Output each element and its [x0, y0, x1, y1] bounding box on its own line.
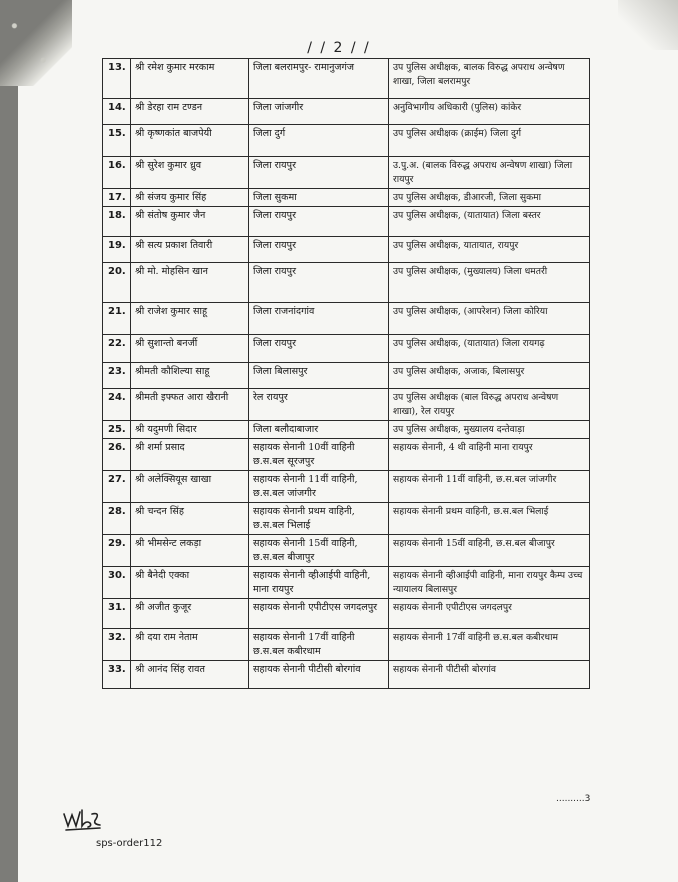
new-posting: सहायक सेनानी व्हीआईपी वाहिनी, माना रायपुर कैम्प उच्च न्यायालय बिलासपुर	[389, 567, 590, 599]
new-posting: उप पुलिस अधीक्षक, (आपरेशन) जिला कोरिया	[389, 303, 590, 335]
row-number: 23.	[103, 363, 131, 389]
current-posting: सहायक सेनानी प्रथम वाहिनी, छ.स.बल भिलाई	[249, 503, 389, 535]
new-posting: सहायक सेनानी 17वीं वाहिनी छ.स.बल कबीरधाम	[389, 629, 590, 661]
current-posting: सहायक सेनानी 17वीं वाहिनी छ.स.बल कबीरधाम	[249, 629, 389, 661]
officer-name: श्री संतोष कुमार जैन	[131, 207, 249, 237]
new-posting: उप पुलिस अधीक्षक, (मुख्यालय) जिला धमतरी	[389, 263, 590, 303]
transfer-table	[102, 58, 590, 689]
row-number: 26.	[103, 439, 131, 471]
current-posting: जिला रायपुर	[249, 157, 389, 189]
table-row	[103, 567, 590, 599]
current-posting: सहायक सेनानी पीटीसी बोरगांव	[249, 661, 389, 689]
row-number: 30.	[103, 567, 131, 599]
table-row	[103, 263, 590, 303]
table-row	[103, 237, 590, 263]
officer-name: श्री संजय कुमार सिंह	[131, 189, 249, 207]
officer-name: श्रीमती इफ्फत आरा खैरानी	[131, 389, 249, 421]
table-row	[103, 389, 590, 421]
continuation-marker: ..........3	[556, 794, 591, 804]
new-posting: उप पुलिस अधीक्षक, बालक विरुद्ध अपराध अन्वेषण शाखा, जिला बलरामपुर	[389, 59, 590, 99]
current-posting: जिला रायपुर	[249, 207, 389, 237]
new-posting: उप पुलिस अधीक्षक, यातायात, रायपुर	[389, 237, 590, 263]
new-posting: उप पुलिस अधीक्षक, (यातायात) जिला बस्तर	[389, 207, 590, 237]
officer-name: श्री अलेक्सियूस खाखा	[131, 471, 249, 503]
new-posting: सहायक सेनानी पीटीसी बोरगांव	[389, 661, 590, 689]
row-number: 21.	[103, 303, 131, 335]
table-row	[103, 599, 590, 629]
signature-initials	[62, 806, 104, 832]
table-row	[103, 335, 590, 363]
new-posting: उ.पु.अ. (बालक विरुद्ध अपराध अन्वेषण शाखा) जिला रायपुर	[389, 157, 590, 189]
officer-name: श्री राजेश कुमार साहू	[131, 303, 249, 335]
new-posting: सहायक सेनानी एपीटीएस जगदलपुर	[389, 599, 590, 629]
new-posting: उप पुलिस अधीक्षक, मुख्यालय दन्तेवाड़ा	[389, 421, 590, 439]
row-number: 19.	[103, 237, 131, 263]
document-reference: sps-order112	[96, 838, 163, 849]
table-row	[103, 303, 590, 335]
new-posting: सहायक सेनानी, 4 थी वाहिनी माना रायपुर	[389, 439, 590, 471]
current-posting: जिला बलौदाबाजार	[249, 421, 389, 439]
row-number: 29.	[103, 535, 131, 567]
officer-name: श्री चन्दन सिंह	[131, 503, 249, 535]
current-posting: सहायक सेनानी 10वीं वाहिनी छ.स.बल सूरजपुर	[249, 439, 389, 471]
table-row	[103, 535, 590, 567]
row-number: 14.	[103, 99, 131, 125]
officer-name: श्री बैनेदी एक्का	[131, 567, 249, 599]
new-posting: सहायक सेनानी 15वीं वाहिनी, छ.स.बल बीजापुर	[389, 535, 590, 567]
new-posting: उप पुलिस अधीक्षक (बाल विरुद्ध अपराध अन्वेषण शाखा), रेल रायपुर	[389, 389, 590, 421]
officer-name: श्री भीमसेन्ट लकड़ा	[131, 535, 249, 567]
table-row	[103, 59, 590, 99]
row-number: 27.	[103, 471, 131, 503]
row-number: 13.	[103, 59, 131, 99]
officer-name: श्री कृष्णकांत बाजपेयी	[131, 125, 249, 157]
table-row	[103, 157, 590, 189]
table-row	[103, 503, 590, 535]
officer-name: श्री आनंद सिंह रावत	[131, 661, 249, 689]
new-posting: सहायक सेनानी 11वीं वाहिनी, छ.स.बल जांजगीर	[389, 471, 590, 503]
current-posting: जिला बलरामपुर- रामानुजगंज	[249, 59, 389, 99]
new-posting: उप पुलिस अधीक्षक, अजाक, बिलासपुर	[389, 363, 590, 389]
officer-name: श्री दया राम नेताम	[131, 629, 249, 661]
new-posting: अनुविभागीय अधिकारी (पुलिस) कांकेर	[389, 99, 590, 125]
table-row	[103, 471, 590, 503]
row-number: 16.	[103, 157, 131, 189]
new-posting: उप पुलिस अधीक्षक (क्राईम) जिला दुर्ग	[389, 125, 590, 157]
officer-name: श्री मो. मोहसिन खान	[131, 263, 249, 303]
current-posting: जिला रायपुर	[249, 237, 389, 263]
current-posting: सहायक सेनानी एपीटीएस जगदलपुर	[249, 599, 389, 629]
officer-name: श्री सुशान्तो बनर्जी	[131, 335, 249, 363]
current-posting: सहायक सेनानी 11वीं वाहिनी, छ.स.बल जांजगीर	[249, 471, 389, 503]
row-number: 31.	[103, 599, 131, 629]
current-posting: जिला रायपुर	[249, 335, 389, 363]
row-number: 18.	[103, 207, 131, 237]
current-posting: जिला राजनांदगांव	[249, 303, 389, 335]
officer-name: श्री रमेश कुमार मरकाम	[131, 59, 249, 99]
current-posting: रेल रायपुर	[249, 389, 389, 421]
officer-name: श्री अजीत कुजूर	[131, 599, 249, 629]
new-posting: उप पुलिस अधीक्षक, (यातायात) जिला रायगढ़	[389, 335, 590, 363]
current-posting: जिला रायपुर	[249, 263, 389, 303]
row-number: 17.	[103, 189, 131, 207]
row-number: 15.	[103, 125, 131, 157]
row-number: 20.	[103, 263, 131, 303]
row-number: 25.	[103, 421, 131, 439]
table-row	[103, 99, 590, 125]
row-number: 24.	[103, 389, 131, 421]
current-posting: सहायक सेनानी व्हीआईपी वाहिनी, माना रायपुर	[249, 567, 389, 599]
page-number: / / 2 / /	[307, 40, 371, 56]
new-posting: उप पुलिस अधीक्षक, डीआरजी, जिला सुकमा	[389, 189, 590, 207]
row-number: 32.	[103, 629, 131, 661]
table-row	[103, 363, 590, 389]
table-row	[103, 207, 590, 237]
new-posting: सहायक सेनानी प्रथम वाहिनी, छ.स.बल भिलाई	[389, 503, 590, 535]
current-posting: जिला सुकमा	[249, 189, 389, 207]
officer-name: श्रीमती कौशिल्या साहू	[131, 363, 249, 389]
current-posting: जिला दुर्ग	[249, 125, 389, 157]
officer-name: श्री सुरेश कुमार ध्रुव	[131, 157, 249, 189]
row-number: 33.	[103, 661, 131, 689]
table-row	[103, 629, 590, 661]
current-posting: सहायक सेनानी 15वीं वाहिनी, छ.स.बल बीजापुर	[249, 535, 389, 567]
officer-name: श्री यदुमणी सिदार	[131, 421, 249, 439]
row-number: 22.	[103, 335, 131, 363]
officer-name: श्री शर्मा प्रसाद	[131, 439, 249, 471]
table-row	[103, 421, 590, 439]
row-number: 28.	[103, 503, 131, 535]
table-row	[103, 125, 590, 157]
officer-name: श्री डेरहा राम टण्डन	[131, 99, 249, 125]
table-row	[103, 189, 590, 207]
table-row	[103, 661, 590, 689]
current-posting: जिला जांजगीर	[249, 99, 389, 125]
table-row	[103, 439, 590, 471]
current-posting: जिला बिलासपुर	[249, 363, 389, 389]
officer-name: श्री सत्य प्रकाश तिवारी	[131, 237, 249, 263]
